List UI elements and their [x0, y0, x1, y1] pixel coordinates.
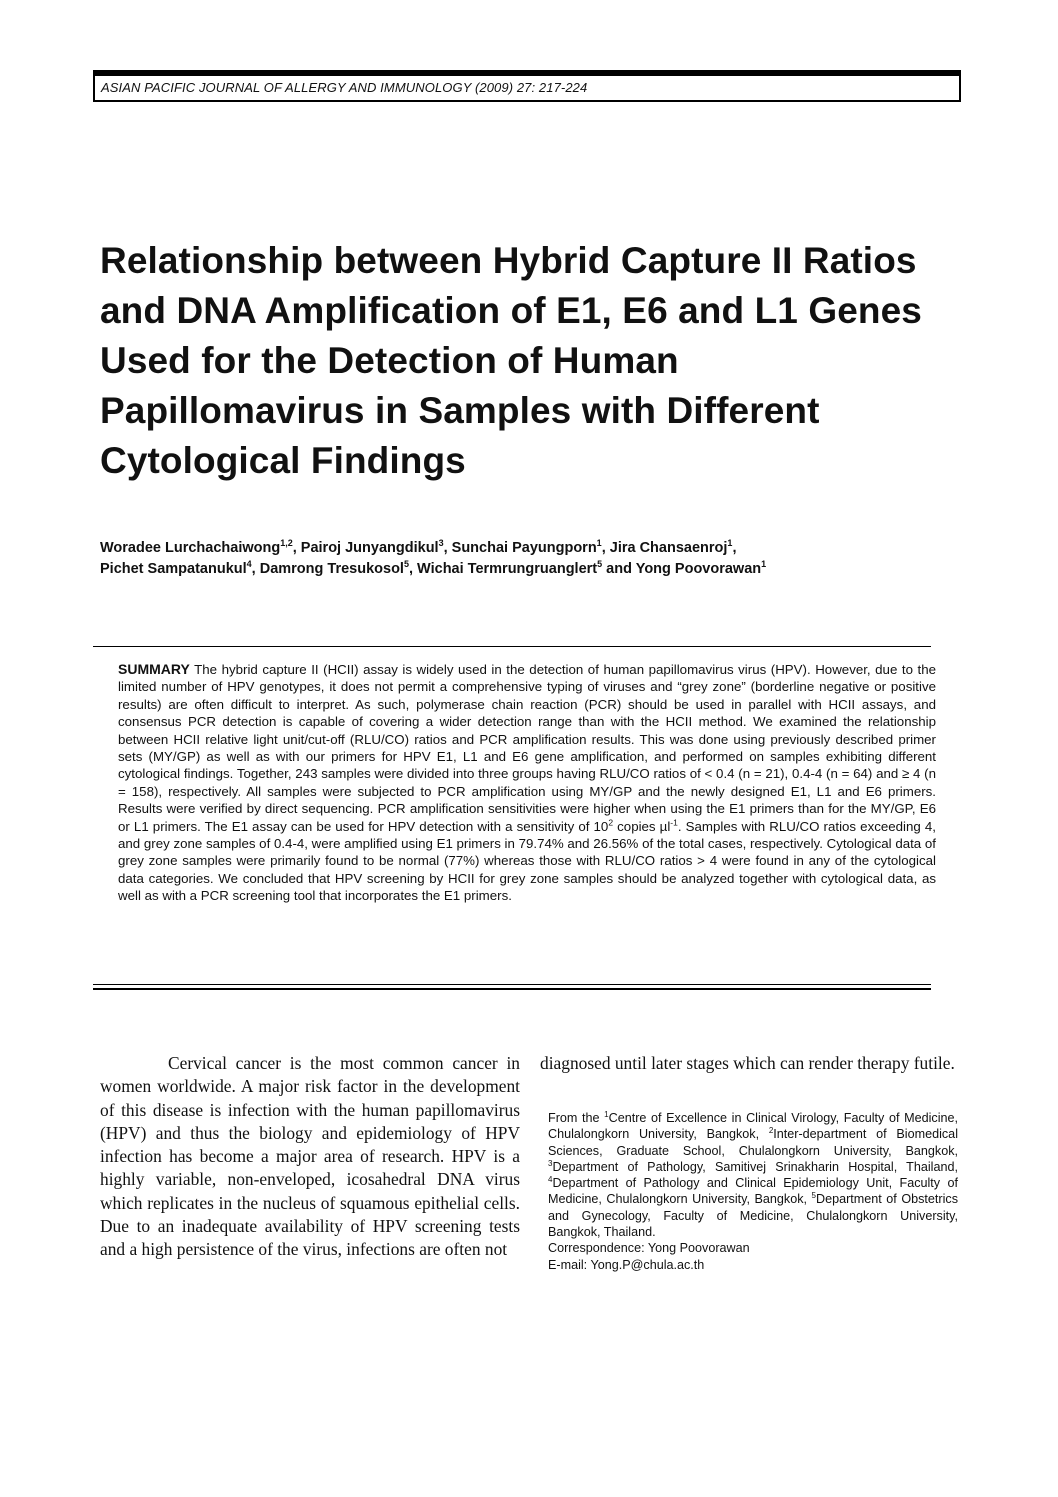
affil-sup: 3: [548, 1158, 553, 1168]
summary-sup: 2: [608, 817, 614, 828]
affiliation-footnote: [548, 1110, 958, 1273]
summary-text: . Samples with RLU/CO ratios exceeding 4, and grey zone samples of 0.4-4, were amplified using E1 primers in 79.74% and 26.56% of the total cases, respectively. Cytological data of grey zone samples were primarily found to be normal (77%) whereas those with RLU/CO ratios > 4 were found in any of the cytological data categories. We concluded that HPV screening by HCII for grey zone samples should be analyzed together with cytological data, as well as with a PCR screening tool that incorporates the E1 primers.: [118, 818, 936, 904]
summary-top-rule: [93, 646, 931, 647]
author-affil-sup: 1: [761, 559, 767, 570]
author-separator: ,: [251, 561, 260, 577]
author-list: [100, 538, 950, 580]
author-affil-sup: 5: [597, 559, 603, 570]
affil-sup: 5: [811, 1191, 816, 1201]
author-affil-sup: 1: [596, 538, 602, 549]
author-name: Wichai Termrungruanglert: [417, 561, 598, 577]
body-text-right-column: diagnosed until later stages which can render therapy futile.: [540, 1053, 955, 1073]
author-separator: ,: [732, 540, 737, 556]
affil-text: Department of Pathology, Samitivej Srinakharin Hospital, Thailand,: [552, 1159, 958, 1174]
author-separator: ,: [443, 540, 452, 556]
author-separator: ,: [408, 561, 418, 577]
author-name: Pairoj Junyangdikul: [300, 540, 439, 556]
summary-text: The hybrid capture II (HCII) assay is widely used in the detection of human papillomavirus virus (HPV). However, due to the limited number of HPV genotypes, it does not permit a comprehensive typing of viruses and “grey zone” (borderline negative or positive results) are often difficult to interpret. As such, polymerase chain reaction (PCR) should be used in parallel with HCII assays, and consensus PCR detection is capable of covering a wider detection range than with the HCII method. We examined the relationship between HCII relative light unit/cut-off (RLU/CO) ratios and PCR amplification results. This was done using previously described primer sets (MY/GP) as well as with our primers for HPV E1, L1 and E6 gene amplification, and performed on samples exhibiting different cytological findings. Together, 243 samples were divided into three groups having RLU/CO ratios of < 0.4 (n = 21), 0.4-4 (n = 64) and ≥ 4 (n = 158), respectively. All samples were subjected to PCR amplification using MY/GP and the newly designed E1, L1 and E6 primers. Results were verified by direct sequencing. PCR amplification sensitivities were higher when using the E1 primers than for the MY/GP, E6 or L1 primers. The E1 assay can be used for HPV detection with a sensitivity of 10: [118, 662, 936, 834]
author-separator: ,: [292, 540, 301, 556]
affil-text: Department of Obstetrics and Gynecology, Faculty of Medicine, Chulalongkorn University, Bangkok, Thailand.: [548, 1192, 958, 1240]
summary-sup: -1: [670, 817, 678, 828]
author-separator: and: [602, 561, 636, 577]
author-name: Pichet Sampatanukul: [100, 561, 247, 577]
author-name: Sunchai Payungporn: [451, 540, 597, 556]
affil-sup: 1: [604, 1109, 609, 1119]
affil-sup: 2: [768, 1126, 774, 1136]
journal-header: ASIAN PACIFIC JOURNAL OF ALLERGY AND IMMUNOLOGY (2009) 27: 217-224: [101, 80, 588, 95]
summary-label: SUMMARY: [118, 661, 190, 677]
author-affil-sup: 4: [246, 559, 252, 570]
author-affil-sup: 1,2: [280, 538, 293, 549]
summary-bottom-rule-thick: [93, 988, 931, 990]
email-line: E-mail: Yong.P@chula.ac.th: [548, 1257, 705, 1272]
summary-bottom-rule-thin: [93, 984, 931, 985]
affil-text: Centre of Excellence in Clinical Virology, Faculty of Medicine, Chulalongkorn University, Bangkok,: [548, 1111, 958, 1142]
summary-text: copies µl: [613, 818, 671, 834]
affil-prefix: From the: [548, 1111, 605, 1125]
author-separator: ,: [601, 540, 610, 556]
body-text-left-column: Cervical cancer is the most common cancer in women worldwide. A major risk factor in the development of this disease is infection with the human papillomavirus (HPV) and thus the biology and epidemiology of HPV infection has become a major area of research. HPV is a highly variable, non-enveloped, icosahedral DNA virus which replicates in the nucleus of squamous epithelial cells. Due to an inadequate availability of HPV screening tests and a high persistence of the virus, infections are often not: [100, 1053, 520, 1260]
affil-sup: 4: [548, 1175, 553, 1184]
affil-text: Inter-department of Biomedical Sciences, Graduate School, Chulalongkorn University, Bangkok,: [548, 1127, 958, 1158]
author-affil-sup: 5: [403, 559, 409, 570]
author-name: Woradee Lurchachaiwong: [100, 540, 281, 556]
journal-header-box: [93, 70, 961, 102]
author-name: Yong Poovorawan: [635, 561, 762, 577]
author-name: Jira Chansaenroj: [609, 540, 728, 556]
article-title: Relationship between Hybrid Capture II Ratios and DNA Amplification of E1, E6 and L1 Genes Used for the Detection of Human Papillomavirus in Samples with Different Cytological Findings: [100, 240, 922, 481]
summary-abstract: [118, 661, 936, 905]
affil-text: Department of Pathology and Clinical Epidemiology Unit, Faculty of Medicine, Chulalongkorn University, Bangkok,: [548, 1176, 958, 1207]
author-affil-sup: 1: [727, 538, 733, 549]
author-name: Damrong Tresukosol: [259, 561, 404, 577]
author-affil-sup: 3: [438, 538, 444, 549]
correspondence-line: Correspondence: Yong Poovorawan: [548, 1241, 750, 1256]
